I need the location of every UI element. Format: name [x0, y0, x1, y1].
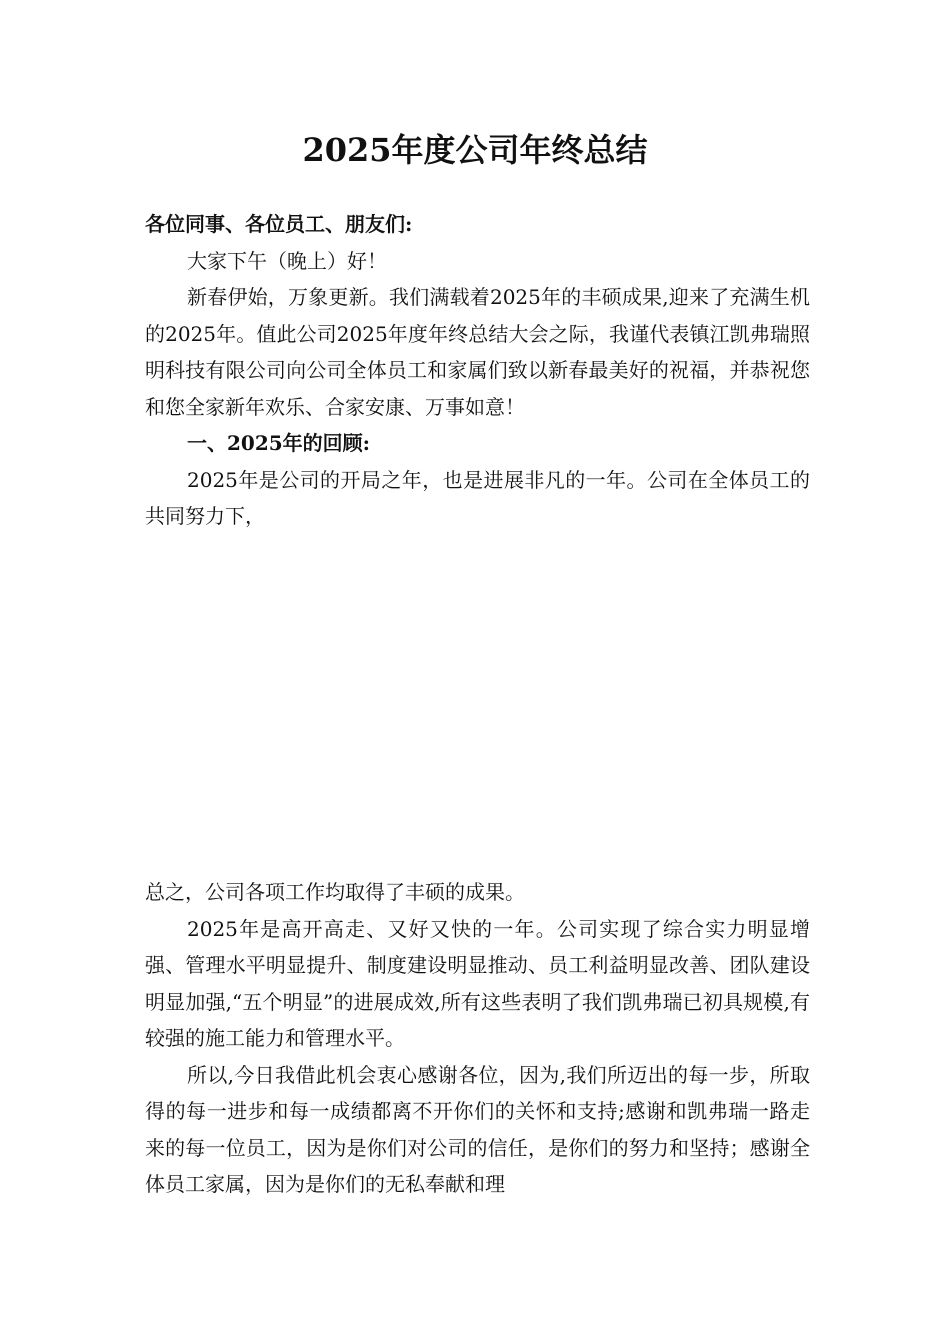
salutation: 各位同事、各位员工、朋友们:	[145, 212, 413, 236]
document-body-top	[145, 206, 810, 535]
document-title: 2025年度公司年终总结	[302, 131, 648, 169]
summary-paragraph: 总之，公司各项工作均取得了丰硕的成果。	[145, 880, 525, 904]
greeting-paragraph: 大家下午（晚上）好！	[187, 248, 387, 273]
document-body-bottom	[145, 874, 810, 1203]
section-heading: 一、2025年的回顾:	[187, 431, 371, 455]
intro-paragraph: 新春伊始，万象更新。我们满载着2025年的丰硕成果,迎来了充满生机的2025年。值此公司2025年度年终总结大会之际，我谨代表镇江凯弗瑞照明科技有限公司向公司全体员工和家属们致以新春最美好的祝福，并恭祝您和您全家新年欢乐、合家安康、万事如意！	[145, 285, 810, 419]
review-paragraph: 2025年是公司的开局之年，也是进展非凡的一年。公司在全体员工的共同努力下，	[145, 467, 810, 528]
thanks-paragraph: 所以,今日我借此机会衷心感谢各位，因为,我们所迈出的每一步，所取得的每一进步和每一成绩都离不开你们的关怀和支持;感谢和凯弗瑞一路走来的每一位员工，因为是你们对公司的信任，是你们的努力和坚持；感谢全体员工家属，因为是你们的无私奉献和理	[145, 1062, 810, 1196]
achievements-paragraph: 2025年是高开高走、又好又快的一年。公司实现了综合实力明显增强、管理水平明显提升、制度建设明显推动、员工利益明显改善、团队建设明显加强,“五个明显”的进展成效,所有这些表明了我们凯弗瑞已初具规模,有较强的施工能力和管理水平。	[145, 916, 810, 1050]
